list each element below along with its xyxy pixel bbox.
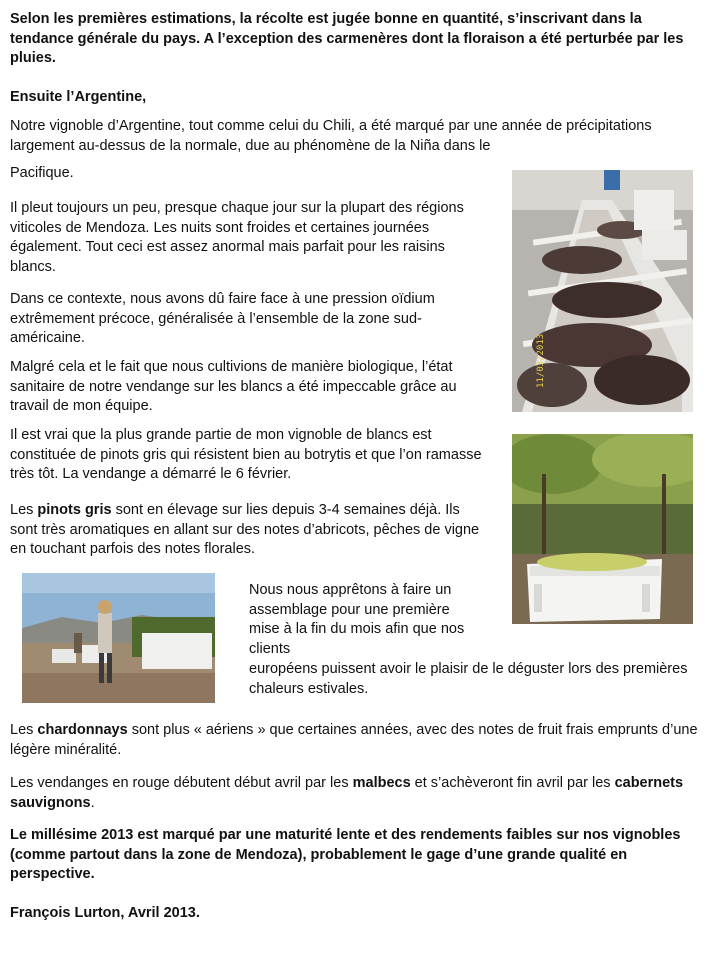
intro-paragraph: Selon les premières estimations, la récolte est jugée bonne en quantité, s’inscrivant dans la tendance générale du pays. A l’exception des carmenères dont la floraison a été perturbée par les pluies. xyxy=(10,11,684,66)
photo-date-stamp: 11/03/2013 xyxy=(536,333,546,388)
section-heading: Ensuite l’Argentine, xyxy=(10,89,147,105)
red-harvest-mid: et s’achèveront fin avril par les xyxy=(410,775,615,791)
paragraph-assemblage: Nous nous apprêtons à faire un assemblage pour une première mise à la fin du mois afin que nos clients xyxy=(249,582,465,657)
conclusion-paragraph: Le millésime 2013 est marqué par une maturité lente et des rendements faibles sur nos vignobles (comme partout dans la zone de Mendoza), probablement le gage d’une grande qualité en perspective. xyxy=(10,827,681,882)
paragraph-climate-cont: Pacifique. xyxy=(10,165,74,181)
cabernets-bold: cabernets sauvignons xyxy=(10,775,684,811)
chardonnays-prefix: Les xyxy=(10,722,38,738)
photo-grape-sorting-conveyor xyxy=(512,170,693,412)
pinots-rest: sont en élevage sur lies depuis 3-4 semaines déjà. Ils sont très aromatiques en allant sur des notes d’abricots, pêches de vigne en touchant parfois des notes florales. xyxy=(10,502,480,557)
red-harvest-suffix: . xyxy=(90,794,95,811)
malbecs-bold: malbecs xyxy=(352,775,411,791)
pinots-prefix: Les xyxy=(10,502,38,518)
red-harvest-prefix: Les vendanges en rouge débutent début avril par les xyxy=(10,775,353,791)
paragraph-oidium: Dans ce contexte, nous avons dû faire face à une pression oïdium extrêmement précoce, généralisée à l’ensemble de la zone sud-américaine. xyxy=(10,291,435,346)
signature: François Lurton, Avril 2013. xyxy=(10,905,200,921)
paragraph-red-harvest xyxy=(10,774,700,813)
paragraph-pinot-vineyard: Il est vrai que la plus grande partie de mon vignoble de blancs est constituée de pinots gris qui résistent bien au botrytis et que l’on ramasse très tôt. La vendange a démarré le 6 février. xyxy=(10,427,482,482)
chardonnays-rest: sont plus « aériens » que certaines années, avec des notes de fruit frais emprunts d’une légère minéralité. xyxy=(10,722,698,758)
paragraph-rain: Il pleut toujours un peu, presque chaque jour sur la plupart des régions viticoles de Mendoza. Les nuits sont froides et certaines journées également. Tout ceci est assez anormal mais parfait pour les raisins blancs. xyxy=(10,200,464,275)
photo-harvester-vineyard xyxy=(22,573,215,703)
photo-grape-crate-vineyard xyxy=(512,434,693,624)
paragraph-organic: Malgré cela et le fait que nous cultivions de manière biologique, l’état sanitaire de notre vendange sur les blancs a été impeccable grâce au travail de mon équipe. xyxy=(10,359,457,414)
pinots-gris-bold: pinots gris xyxy=(37,502,112,518)
paragraph-assemblage-cont: européens puissent avoir le plaisir de le déguster lors des premières chaleurs estivales. xyxy=(249,661,688,697)
paragraph-climate: Notre vignoble d’Argentine, tout comme celui du Chili, a été marqué par une année de précipitations largement au-dessus de la normale, due au phénomène de la Niña dans le xyxy=(10,118,652,154)
paragraph-pinots-gris xyxy=(10,501,488,560)
chardonnays-bold: chardonnays xyxy=(37,722,128,738)
paragraph-chardonnays xyxy=(10,721,700,760)
